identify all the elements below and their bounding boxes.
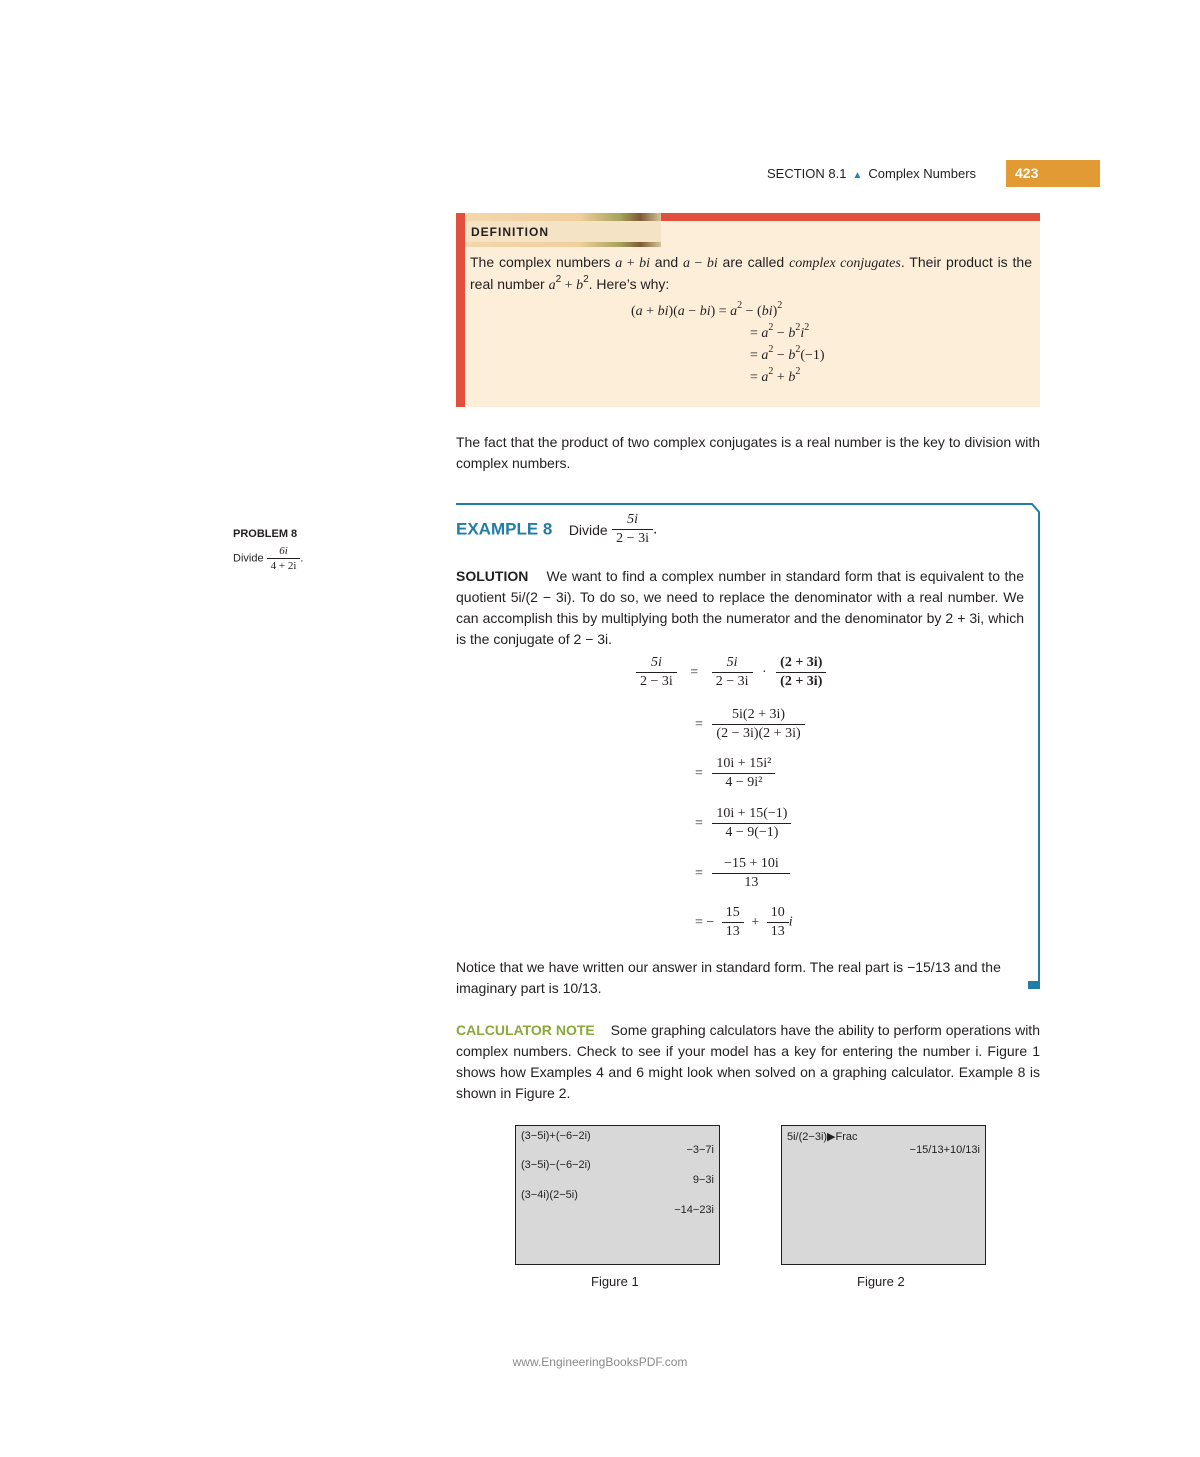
solution-paragraph	[456, 566, 1024, 650]
final-imag-fraction: $\frac{10}{13}$	[767, 905, 789, 940]
calculator-note	[456, 1020, 1040, 1104]
example-fraction: $\frac{5i}{2 - 3i}$	[612, 512, 653, 547]
calculator-note-text: Some graphing calculators have the ability to perform operations with complex numbers. Check to see if your model has a key for entering the number i. Figure 1 shows how Examples 4 and 6 might look when solved on a graphing calculator. Example 8 is shown in Figure 2.	[456, 1022, 1040, 1101]
definition-top-bar	[660, 213, 1040, 221]
definition-side-bar	[456, 213, 465, 407]
problem-label: PROBLEM 8	[233, 528, 298, 540]
step-row-5: = $\frac{-15 + 10i}{13}$	[695, 856, 790, 891]
figure1-caption: Figure 1	[591, 1274, 639, 1289]
definition-eq-line-3: = $a^2 - b^2(-1)$	[750, 344, 825, 363]
figure2-caption: Figure 2	[857, 1274, 905, 1289]
figure1-expr-1: (3−5i)+(−6−2i)	[521, 1130, 591, 1142]
step1-right-fraction: $\frac{(2 + 3i)}{(2 + 3i)}$	[776, 655, 826, 690]
definition-title: DEFINITION	[471, 225, 549, 239]
solution-text: We want to find a complex number in standard form that is equivalent to the quotient 5i/(2 − 3i). To do so, we need to replace the denominator with a real number. We can accomplish this by multiplying both the numerator and the denominator by 2 + 3i, which is the conjugate of 2 − 3i.	[456, 568, 1024, 647]
page-number-box	[1006, 160, 1100, 187]
page-number: 423	[1015, 165, 1039, 181]
problem-fraction: $\frac{6i}{4 + 2i}$	[267, 545, 301, 572]
section-label: SECTION 8.1	[767, 166, 847, 181]
figure2-calculator-screen	[781, 1125, 986, 1265]
step-row-1: $\frac{5i}{2 - 3i}$ = $\frac{5i}{2 - 3i}$ · $\frac{(2 + 3i)}{(2 + 3i)}$	[636, 655, 826, 690]
calculator-note-label: CALCULATOR NOTE	[456, 1022, 595, 1038]
step-row-6: = − $\frac{15}{13}$ + $\frac{10}{13}$ i	[695, 905, 793, 939]
figure1-result-1: −3−7i	[686, 1144, 714, 1156]
problem-text: Divide	[233, 552, 264, 565]
notice-paragraph: Notice that we have written our answer in standard form. The real part is −15/13 and the imaginary part is 10/13.	[456, 959, 1001, 996]
step5-fraction: $\frac{-15 + 10i}{13}$	[712, 856, 790, 891]
problem-statement: Divide $\frac{6i}{4 + 2i}$ .	[233, 545, 304, 572]
figure2-expr: 5i/(2−3i)▶Frac	[787, 1131, 858, 1143]
figure1-expr-2: (3−5i)−(−6−2i)	[521, 1159, 591, 1171]
step-row-4: = $\frac{10i + 15(-1)}{4 - 9(-1)}$	[695, 806, 791, 841]
definition-eq-line-4: = $a^2 + b^2$	[750, 366, 801, 385]
figure1-calculator-screen	[515, 1125, 720, 1265]
example-label: EXAMPLE 8	[456, 519, 553, 539]
step1-left-fraction: $\frac{5i}{2 - 3i}$	[636, 655, 677, 690]
step4-fraction: $\frac{10i + 15(-1)}{4 - 9(-1)}$	[712, 806, 791, 841]
example-heading: EXAMPLE 8 Divide $\frac{5i}{2 - 3i}$ .	[456, 512, 658, 546]
figure2-result: −15/13+10/13i	[909, 1144, 980, 1156]
figure1-result-3: −14−23i	[674, 1204, 714, 1216]
definition-eq-line-1: $(a + bi)(a - bi) = a^2 - (bi)^2$	[631, 300, 783, 319]
figure1-expr-3: (3−4i)(2−5i)	[521, 1189, 578, 1201]
definition-eq-line-2: = $a^2 - b^2i^2$	[750, 322, 810, 341]
final-real-fraction: $\frac{15}{13}$	[722, 905, 744, 940]
step-row-3: = $\frac{\text{10i + 15i²}}{\text{4 − 9i²}}$	[695, 756, 775, 791]
section-title: Complex Numbers	[868, 166, 977, 181]
step3-fraction: $\frac{\text{10i + 15i²}}{\text{4 − 9i²}}$	[712, 756, 775, 791]
triangle-icon: ▲	[852, 170, 863, 181]
step-row-2: = $\frac{5i(2 + 3i)}{(2 - 3i)(2 + 3i)}$	[695, 707, 805, 742]
intro-paragraph: The fact that the product of two complex conjugates is a real number is the key to division with complex numbers.	[456, 434, 1040, 471]
footer-url: www.EngineeringBooksPDF.com	[512, 1355, 688, 1369]
definition-text: The complex numbers a + bi and a − bi are called complex conjugates. Their product is the real number $a^2 + b^2$. Here’s why:	[470, 254, 1032, 293]
running-header	[767, 166, 976, 181]
step1-mid-fraction: $\frac{5i}{2 - 3i}$	[712, 655, 753, 690]
step2-fraction: $\frac{5i(2 + 3i)}{(2 - 3i)(2 + 3i)}$	[712, 707, 804, 742]
solution-label: SOLUTION	[456, 568, 529, 584]
figure1-result-2: 9−3i	[692, 1174, 714, 1186]
example-text: Divide	[568, 521, 608, 538]
